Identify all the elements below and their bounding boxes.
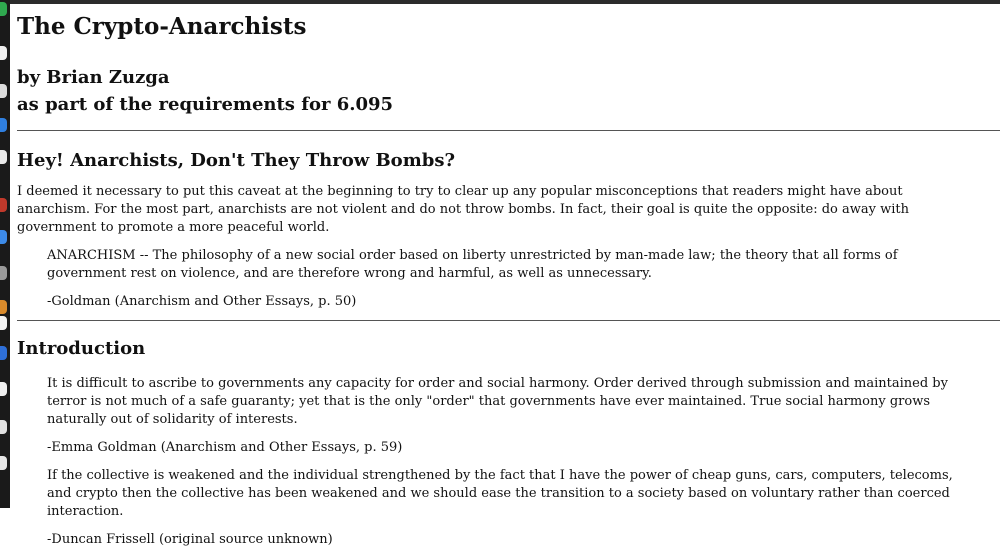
orange-app-icon[interactable] bbox=[0, 300, 7, 314]
red-app-icon[interactable] bbox=[0, 198, 7, 212]
blue-app-icon[interactable] bbox=[0, 346, 7, 360]
section-heading-bombs: Hey! Anarchists, Don't They Throw Bombs? bbox=[17, 150, 456, 171]
quote-attribution: -Duncan Frissell (original source unknown) bbox=[47, 532, 333, 547]
blockquote bbox=[47, 375, 977, 549]
section-paragraph: I deemed it necessary to put this caveat at the beginning to try to clear up any popular misconceptions that readers might have about anarchism. For the most part, anarchists are not violent and do not throw bombs. In fact, their goal is quite the opposite: do away with government to promote a more peaceful world. bbox=[17, 184, 909, 235]
blue-app-icon[interactable] bbox=[0, 230, 7, 244]
white-app-icon[interactable] bbox=[0, 420, 7, 434]
white-app-icon[interactable] bbox=[0, 46, 7, 60]
byline bbox=[17, 64, 1000, 118]
divider bbox=[17, 320, 1000, 321]
quote-text: ANARCHISM -- The philosophy of a new social order based on liberty unrestricted by man-made law; the theory that all forms of government rest on violence, and are therefore wrong and harmful, as well as unnecessary. bbox=[47, 248, 898, 281]
page-title: The Crypto-Anarchists bbox=[17, 13, 307, 40]
quote-attribution: -Goldman (Anarchism and Other Essays, p. 50) bbox=[47, 294, 357, 309]
divider bbox=[17, 130, 1000, 131]
gray-app-icon[interactable] bbox=[0, 266, 7, 280]
white-app-icon[interactable] bbox=[0, 456, 7, 470]
white-app-icon[interactable] bbox=[0, 84, 7, 98]
dock bbox=[0, 0, 10, 508]
white-app-icon[interactable] bbox=[0, 382, 7, 396]
section-heading-introduction: Introduction bbox=[17, 338, 146, 359]
white-app-icon[interactable] bbox=[0, 316, 7, 330]
green-app-icon[interactable] bbox=[0, 2, 7, 16]
document-page bbox=[17, 4, 1000, 549]
blockquote bbox=[47, 247, 977, 311]
byline-requirements: as part of the requirements for 6.095 bbox=[17, 94, 394, 115]
byline-author: by Brian Zuzga bbox=[17, 67, 170, 88]
quote-text: It is difficult to ascribe to governments any capacity for order and social harmony. Order derived through submission and maintained by terror is not much of a safe guaranty; yet that is the only "order" that governments have ever maintained. True social harmony grows naturally out of solidarity of interests. bbox=[47, 376, 948, 427]
white-app-icon[interactable] bbox=[0, 150, 7, 164]
blue-app-icon[interactable] bbox=[0, 118, 7, 132]
quote-text: If the collective is weakened and the individual strengthened by the fact that I have the power of cheap guns, cars, computers, telecoms, and crypto then the collective has been weakened and we should ease the transition to a society based on voluntary rather than coerced interaction. bbox=[47, 468, 953, 519]
quote-attribution: -Emma Goldman (Anarchism and Other Essays, p. 59) bbox=[47, 440, 403, 455]
